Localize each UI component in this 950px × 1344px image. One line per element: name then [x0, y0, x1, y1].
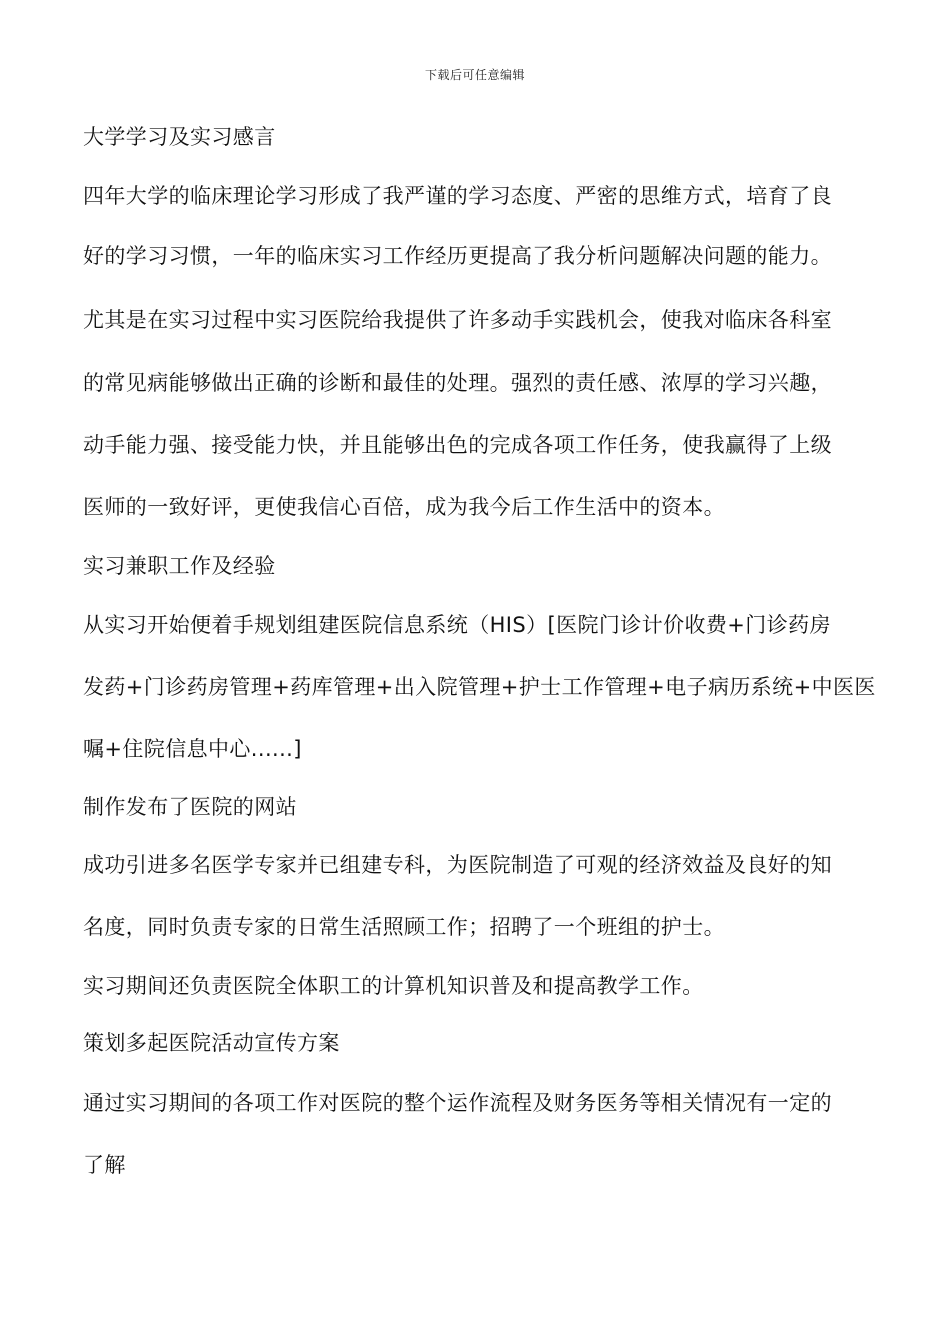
heading-internship-experience: 实习兼职工作及经验	[83, 554, 276, 578]
paragraph-line: 的常见病能够做出正确的诊断和最佳的处理。强烈的责任感、浓厚的学习兴趣，	[83, 371, 832, 395]
paragraph-line: 嘱+住院信息中心......]	[83, 737, 302, 761]
paragraph-line: 成功引进多名医学专家并已组建专科，为医院制造了可观的经济效益及良好的知	[83, 853, 832, 877]
heading-activity-planning: 策划多起医院活动宣传方案	[83, 1031, 340, 1055]
paragraph-line: 尤其是在实习过程中实习医院给我提供了许多动手实践机会，使我对临床各科室	[83, 308, 832, 332]
paragraph-line: 发药+门诊药房管理+药库管理+出入院管理+护士工作管理+电子病历系统+中医医	[83, 675, 876, 699]
paragraph-line: 实习期间还负责医院全体职工的计算机知识普及和提高教学工作。	[83, 974, 704, 998]
paragraph-line: 动手能力强、接受能力快，并且能够出色的完成各项工作任务，使我赢得了上级	[83, 433, 832, 457]
paragraph-line: 名度，同时负责专家的日常生活照顾工作；招聘了一个班组的护士。	[83, 915, 725, 939]
paragraph-line: 医师的一致好评，更使我信心百倍，成为我今后工作生活中的资本。	[83, 495, 725, 519]
paragraph-line: 好的学习习惯，一年的临床实习工作经历更提高了我分析问题解决问题的能力。	[83, 244, 832, 268]
paragraph-line: 四年大学的临床理论学习形成了我严谨的学习态度、严密的思维方式，培育了良	[83, 184, 832, 208]
paragraph-line: 了解	[83, 1153, 126, 1177]
heading-study-reflection: 大学学习及实习感言	[83, 125, 276, 149]
paragraph-line: 从实习开始便着手规划组建医院信息系统（HIS）[医院门诊计价收费+门诊药房	[83, 613, 831, 637]
page-header-note: 下载后可任意编辑	[424, 68, 525, 82]
paragraph-line: 通过实习期间的各项工作对医院的整个运作流程及财务医务等相关情况有一定的	[83, 1091, 832, 1115]
heading-hospital-website: 制作发布了医院的网站	[83, 795, 297, 819]
